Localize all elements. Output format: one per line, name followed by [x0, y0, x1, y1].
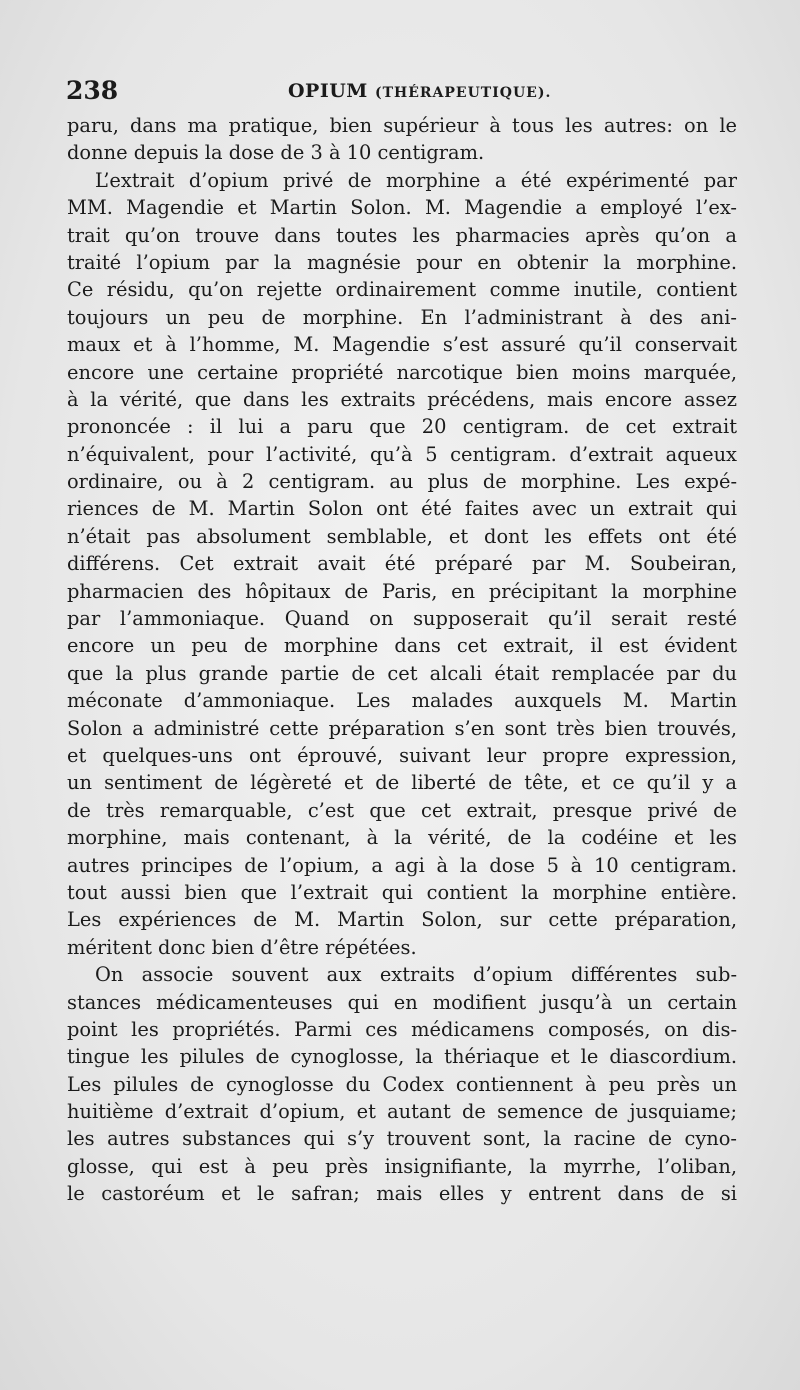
text-line: Ce résidu, qu’on rejette ordinairement comme inutile, contient: [67, 278, 737, 302]
text-line: MM. Magendie et Martin Solon. M. Magendie a employé l’ex-: [67, 196, 737, 220]
text-line: point les propriétés. Parmi ces médicamens composés, on dis-: [67, 1017, 737, 1041]
text-line: maux et à l’homme, M. Magendie s’est assuré qu’il conservait: [67, 333, 737, 357]
text-line: tingue les pilules de cynoglosse, la thériaque et le diascordium.: [67, 1045, 737, 1069]
text-line: méconate d’ammoniaque. Les malades auxquels M. Martin: [67, 689, 737, 713]
running-title-sub: (THÉRAPEUTIQUE).: [374, 85, 552, 101]
text-line: donne depuis la dose de 3 à 10 centigram.: [67, 141, 485, 165]
text-line: n’équivalent, pour l’activité, qu’à 5 centigram. d’extrait aqueux: [67, 442, 737, 466]
text-line: L’extrait d’opium privé de morphine a été expérimenté par: [95, 168, 737, 192]
text-line: Les expériences de M. Martin Solon, sur cette préparation,: [67, 908, 737, 932]
text-line: ordinaire, ou à 2 centigram. au plus de morphine. Les expé-: [67, 470, 737, 494]
text-line: pharmacien des hôpitaux de Paris, en précipitant la morphine: [67, 579, 737, 603]
text-line: à la vérité, que dans les extraits précédens, mais encore assez: [67, 387, 737, 411]
text-line: le castoréum et le safran; mais elles y entrent dans de si: [67, 1182, 737, 1206]
text-line: méritent donc bien d’être répétées.: [67, 935, 417, 959]
text-line: encore un peu de morphine dans cet extrait, il est évident: [67, 634, 737, 658]
text-line: de très remarquable, c’est que cet extrait, presque privé de: [67, 798, 737, 822]
text-line: et quelques-uns ont éprouvé, suivant leur propre expression,: [67, 743, 737, 767]
text-line: tout aussi bien que l’extrait qui contient la morphine entière.: [67, 880, 737, 904]
text-line: encore une certaine propriété narcotique bien moins marquée,: [67, 360, 737, 384]
text-line: Les pilules de cynoglosse du Codex contiennent à peu près un: [67, 1072, 737, 1096]
text-line: différens. Cet extrait avait été préparé par M. Soubeiran,: [67, 552, 737, 576]
text-line: par l’ammoniaque. Quand on supposerait qu’il serait resté: [67, 607, 737, 631]
running-title: [288, 80, 551, 102]
text-line: que la plus grande partie de cet alcali était remplacée par du: [67, 661, 737, 685]
text-line: riences de M. Martin Solon ont été faites avec un extrait qui: [67, 497, 737, 521]
body-text: [67, 112, 737, 1208]
text-line: paru, dans ma pratique, bien supérieur à tous les autres: on le: [67, 114, 737, 137]
text-line: prononcée : il lui a paru que 20 centigram. de cet extrait: [67, 415, 737, 439]
running-head: [66, 76, 746, 112]
text-line: stances médicamenteuses qui en modifient jusqu’à un certain: [67, 990, 737, 1014]
text-line: un sentiment de légèreté et de liberté de tête, et ce qu’il y a: [67, 771, 737, 795]
text-line: huitième d’extrait d’opium, et autant de semence de jusquiame;: [67, 1100, 737, 1124]
text-line: toujours un peu de morphine. En l’administrant à des ani-: [67, 305, 737, 329]
text-line: glosse, qui est à peu près insignifiante, la myrrhe, l’oliban,: [67, 1154, 737, 1178]
text-line: les autres substances qui s’y trouvent sont, la racine de cyno-: [67, 1127, 737, 1151]
text-line: morphine, mais contenant, à la vérité, de la codéine et les: [67, 826, 737, 850]
page-number: 238: [66, 76, 119, 105]
text-line: n’était pas absolument semblable, et dont les effets ont été: [67, 524, 737, 548]
text-line: On associe souvent aux extraits d’opium différentes sub-: [95, 963, 737, 987]
running-title-main: OPIUM: [288, 80, 368, 102]
text-line: autres principes de l’opium, a agi à la dose 5 à 10 centigram.: [67, 853, 737, 877]
text-line: traité l’opium par la magnésie pour en obtenir la morphine.: [67, 250, 737, 274]
text-line: trait qu’on trouve dans toutes les pharmacies après qu’on a: [67, 223, 737, 247]
text-line: Solon a administré cette préparation s’en sont très bien trouvés,: [67, 716, 737, 740]
